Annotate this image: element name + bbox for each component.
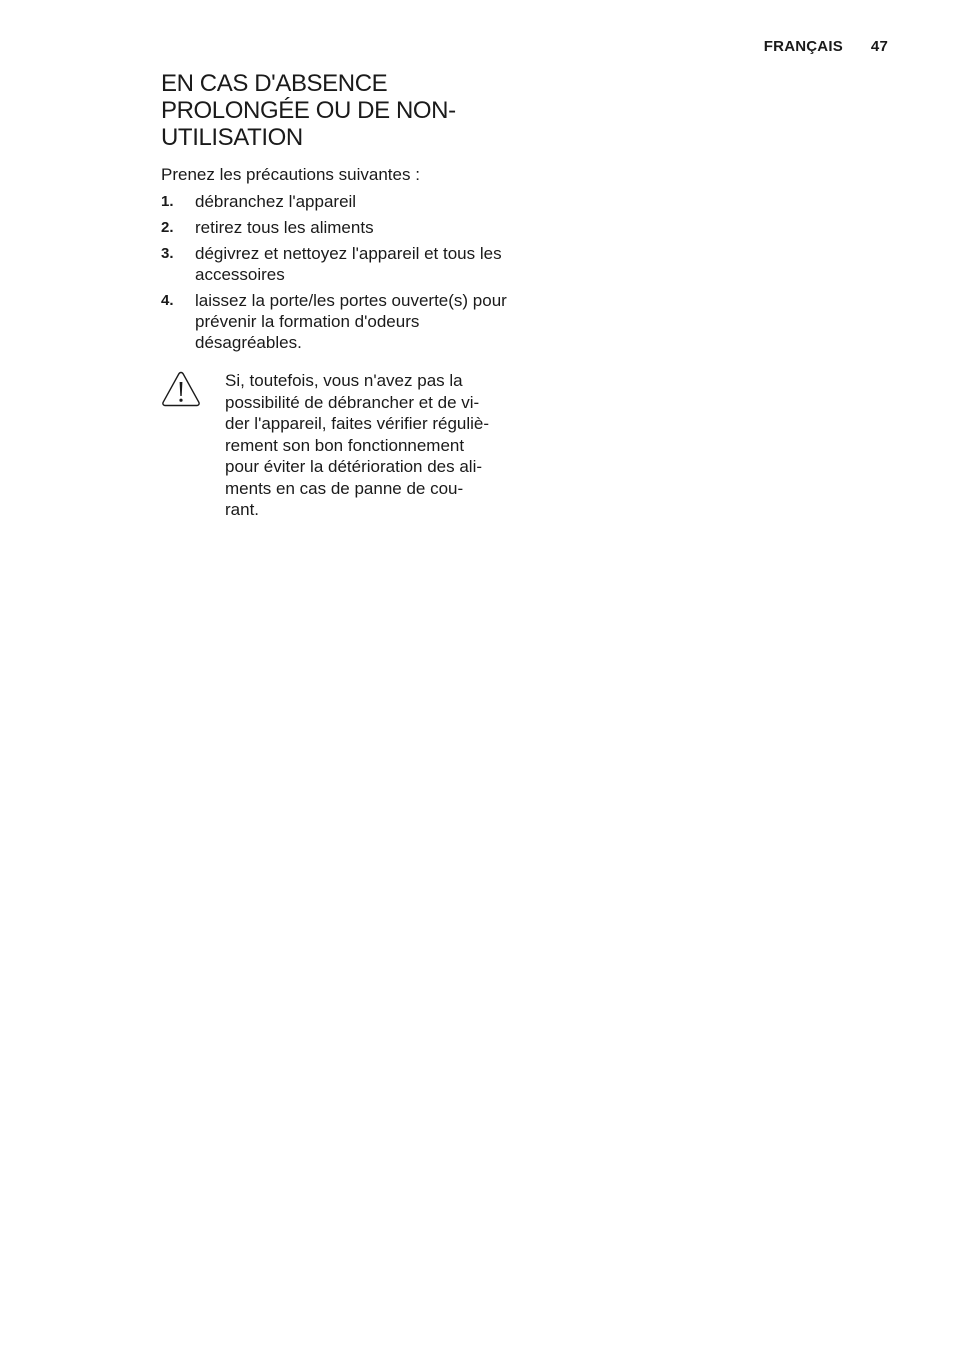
warning-triangle-icon bbox=[161, 370, 225, 521]
list-item bbox=[161, 290, 511, 353]
warning-text: Si, toutefois, vous n'avez pas la possibilité de débrancher et de vi- der l'appareil, faites vérifier réguliè- rement son bon fonctionnement pour éviter la détérioration des ali- ments en cas de panne de cou- rant. bbox=[225, 371, 490, 519]
page-number: 47 bbox=[870, 38, 888, 55]
page-header bbox=[764, 38, 888, 55]
step-text: dégivrez et nettoyez l'appareil et tous les accessoires bbox=[195, 244, 502, 284]
step-number: 1. bbox=[161, 193, 174, 210]
warning-box bbox=[161, 370, 511, 521]
step-number: 3. bbox=[161, 245, 174, 262]
section-title: EN CAS D'ABSENCE PROLONGÉE OU DE NON-UTILISATION bbox=[161, 70, 456, 151]
step-number: 4. bbox=[161, 292, 174, 309]
list-item bbox=[161, 217, 511, 238]
language-label: FRANÇAIS bbox=[763, 38, 843, 55]
steps-list bbox=[161, 191, 511, 353]
list-item bbox=[161, 243, 511, 285]
main-content bbox=[161, 70, 511, 521]
step-text: retirez tous les aliments bbox=[195, 218, 374, 237]
list-item bbox=[161, 191, 511, 212]
step-text: débranchez l'appareil bbox=[195, 192, 357, 211]
step-number: 2. bbox=[161, 219, 174, 236]
step-text: laissez la porte/les portes ouverte(s) pour prévenir la formation d'odeurs désagréables. bbox=[195, 291, 507, 352]
intro-text: Prenez les précautions suivantes : bbox=[161, 165, 420, 184]
